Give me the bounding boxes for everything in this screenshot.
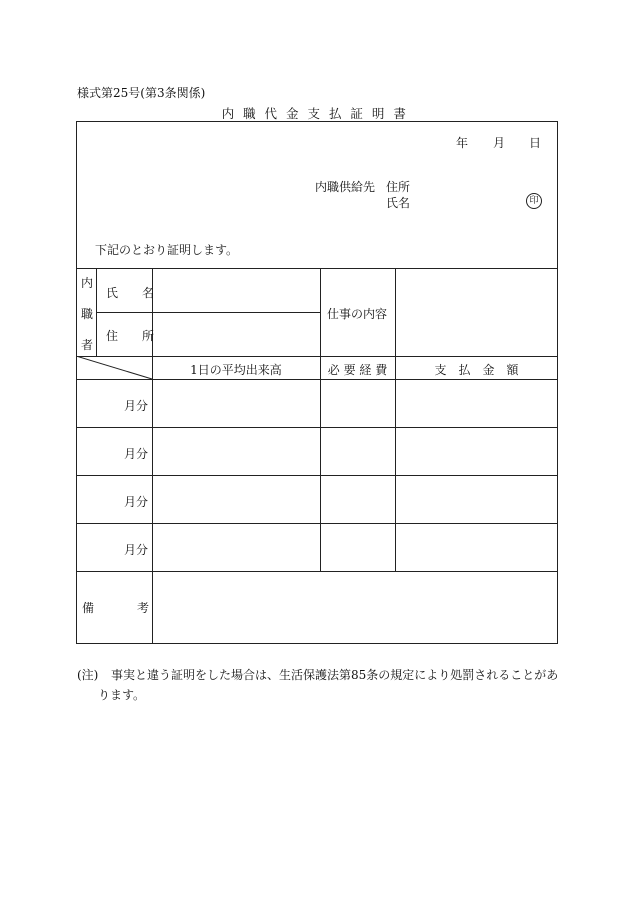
month-row-3-label: 月分	[124, 495, 149, 509]
rule-worker-top	[76, 268, 558, 269]
issuer-address-label: 住所	[386, 180, 411, 194]
rule-label-col	[152, 268, 153, 644]
date-year: 年	[456, 136, 469, 150]
issuer-label: 内職供給先	[315, 180, 376, 194]
rule-name-address	[96, 312, 321, 313]
rule-row-1	[76, 427, 558, 428]
header-diagonal	[76, 356, 153, 380]
note-line-2: ります。	[98, 688, 146, 702]
form-frame	[76, 121, 558, 644]
rule-worker-group	[96, 268, 97, 356]
avg-output-header: 1日の平均出来高	[190, 363, 282, 377]
note-line-1: 事実と違う証明をした場合は、生活保護法第85条の規定により処罰されることがあ	[111, 668, 559, 682]
document-title: 内 職 代 金 支 払 証 明 書	[221, 106, 409, 121]
remarks-label-2: 考	[137, 601, 150, 615]
expenses-header: 必 要 経 費	[327, 363, 388, 377]
rule-col-2	[320, 268, 321, 571]
rule-row-2	[76, 475, 558, 476]
date-day: 日	[529, 136, 542, 150]
payment-header: 支 払 金 額	[434, 363, 519, 377]
remarks-label-1: 備	[82, 601, 95, 615]
rule-row-3	[76, 523, 558, 524]
rule-row-4	[76, 571, 558, 572]
month-row-1-label: 月分	[124, 399, 149, 413]
worker-group-char-2: 職	[81, 307, 94, 321]
worker-group-char-3: 者	[81, 338, 94, 352]
rule-col-3	[395, 268, 396, 571]
statement-text: 下記のとおり証明します。	[95, 243, 239, 257]
worker-name-label: 氏 名	[106, 286, 161, 300]
worker-address-label: 住 所	[106, 329, 161, 343]
date-month: 月	[493, 136, 506, 150]
month-row-2-label: 月分	[124, 447, 149, 461]
note-marker: (注)	[77, 668, 99, 682]
issuer-name-label: 氏名	[386, 196, 411, 210]
form-number: 様式第25号(第3条関係)	[77, 86, 206, 100]
worker-group-char-1: 内	[81, 276, 94, 290]
month-row-4-label: 月分	[124, 543, 149, 557]
seal-mark: 印	[526, 193, 542, 209]
job-content-label: 仕事の内容	[327, 307, 388, 321]
